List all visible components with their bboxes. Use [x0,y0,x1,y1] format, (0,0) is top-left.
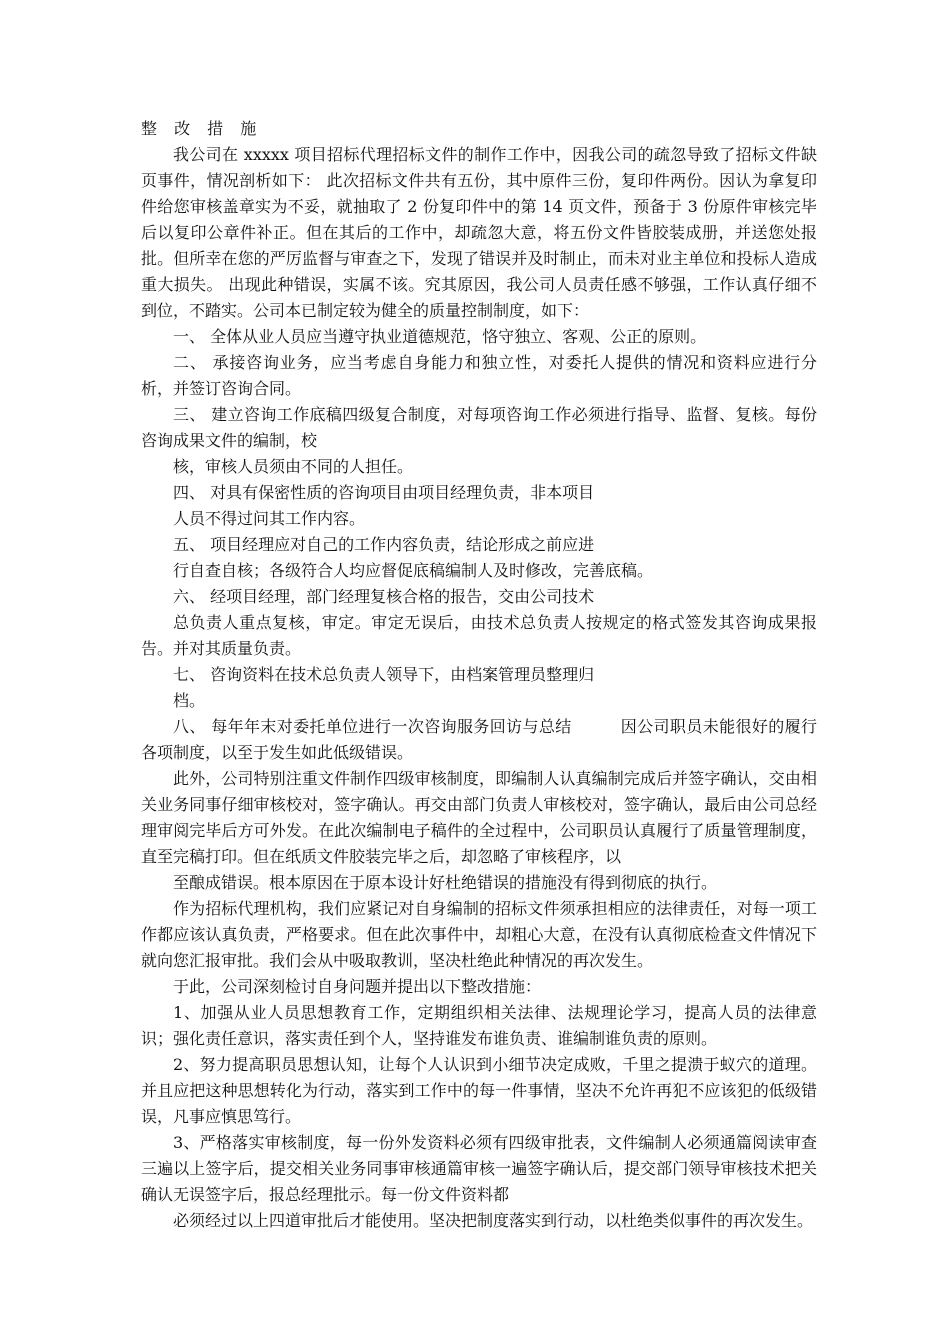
paragraph-rule-7: 七、 咨询资料在技术总负责人领导下，由档案管理员整理归 [173,665,595,684]
paragraph-measure-2: 2、努力提高职员思想认知，让每个人认识到小细节决定成败，千里之提溃于蚁穴的道理。并且应把这种思想转化为行动，落实到工作中的每一件事情，坚决不允许再犯不应该犯的低级错误，凡事应慎思笃行。 [141,1055,817,1126]
paragraph-measure-3: 3、严格落实审核制度，每一份外发资料必须有四级审批表，文件编制人必须通篇阅读审查三遍以上签字后，提交相关业务同事审核通篇审核一遍签字确认后，提交部门领导审核技术把关确认无误签字后，报总经理批示。每一份文件资料都 [141,1133,817,1204]
paragraph-rule-2: 二、 承接咨询业务，应当考虑自身能力和独立性，对委托人提供的情况和资料应进行分析，并签订咨询合同。 [141,353,817,398]
paragraph-rule-1: 一、 全体从业人员应当遵守执业道德规范，恪守独立、客观、公正的原则。 [173,327,707,346]
paragraph-review-system-cont: 至酿成错误。根本原因在于原本设计好杜绝错误的措施没有得到彻底的执行。 [173,873,718,892]
paragraph-rule-3: 三、 建立咨询工作底稿四级复合制度，对每项咨询工作必须进行指导、监督、复核。每份咨询成果文件的编制，校 [141,405,817,450]
paragraph-measures-intro: 于此，公司深刻检讨自身问题并提出以下整改措施： [173,977,542,996]
paragraph-responsibility: 作为招标代理机构，我们应紧记对自身编制的招标文件须承担相应的法律责任，对每一项工作都应该认真负责，严格要求。但在此次事件中，却粗心大意，在没有认真彻底检查文件情况下就向您汇报审批。我们会从中吸取教训，坚决杜绝此种情况的再次发生。 [141,899,817,970]
paragraph-rule-8: 八、 每年年末对委托单位进行一次咨询服务回访与总结 因公司职员未能很好的履行各项制度，以至于发生如此低级错误。 [141,717,817,762]
paragraph-rule-3-cont: 核，审核人员须由不同的人担任。 [173,457,414,476]
paragraph-rule-5-cont: 行自查自核；各级符合人均应督促底稿编制人及时修改，完善底稿。 [173,561,654,580]
paragraph-measure-3-cont: 必须经过以上四道审批后才能使用。坚决把制度落实到行动，以杜绝类似事件的再次发生。 [173,1211,814,1230]
document-title: 整 改 措 施 [141,119,263,138]
paragraph-rule-7-cont: 档。 [173,691,206,710]
paragraph-review-system: 此外，公司特别注重文件制作四级审核制度，即编制人认真编制完成后并签字确认，交由相关业务同事仔细审核校对，签字确认。再交由部门负责人审核校对，签字确认，最后由公司总经理审阅完毕后方可外发。在此次编制电子稿件的全过程中，公司职员认真履行了质量管理制度，直至完稿打印。但在纸质文件胶装完毕之后，却忽略了审核程序，以 [141,769,817,866]
paragraph-rule-4-cont: 人员不得过问其工作内容。 [173,509,366,528]
paragraph-rule-6-cont: 总负责人重点复核，审定。审定无误后，由技术总负责人按规定的格式签发其咨询成果报告。并对其质量负责。 [141,613,817,658]
paragraph-intro: 我公司在 xxxxx 项目招标代理招标文件的制作工作中，因我公司的疏忽导致了招标文件缺页事件，情况剖析如下： 此次招标文件共有五份，其中原件三份，复印件两份。因认为拿复印件给您审核盖章实为不妥，就抽取了 2 份复印件中的第 14 页文件，预备于 3 份原件审核完毕后以复印公章件补正。但在其后的工作中，却疏忽大意，将五份文件皆胶装成册，并送您处报批。但所幸在您的严厉监督与审查之下，发现了错误并及时制止，而未对业主单位和投标人造成重大损失。 出现此种错误，实属不该。究其原因，我公司人员责任感不够强，工作认真仔细不到位，不踏实。公司本已制定较为健全的质量控制制度，如下： [141,145,817,320]
paragraph-rule-6: 六、 经项目经理，部门经理复核合格的报告，交由公司技术 [173,587,595,606]
document-page [141,116,817,1234]
paragraph-rule-5: 五、 项目经理应对自己的工作内容负责，结论形成之前应进 [173,535,595,554]
paragraph-measure-1: 1、加强从业人员思想教育工作，定期组织相关法律、法规理论学习，提高人员的法律意识；强化责任意识，落实责任到个人，坚持谁发布谁负责、谁编制谁负责的原则。 [141,1003,817,1048]
paragraph-rule-4: 四、 对具有保密性质的咨询项目由项目经理负责，非本项目 [173,483,595,502]
